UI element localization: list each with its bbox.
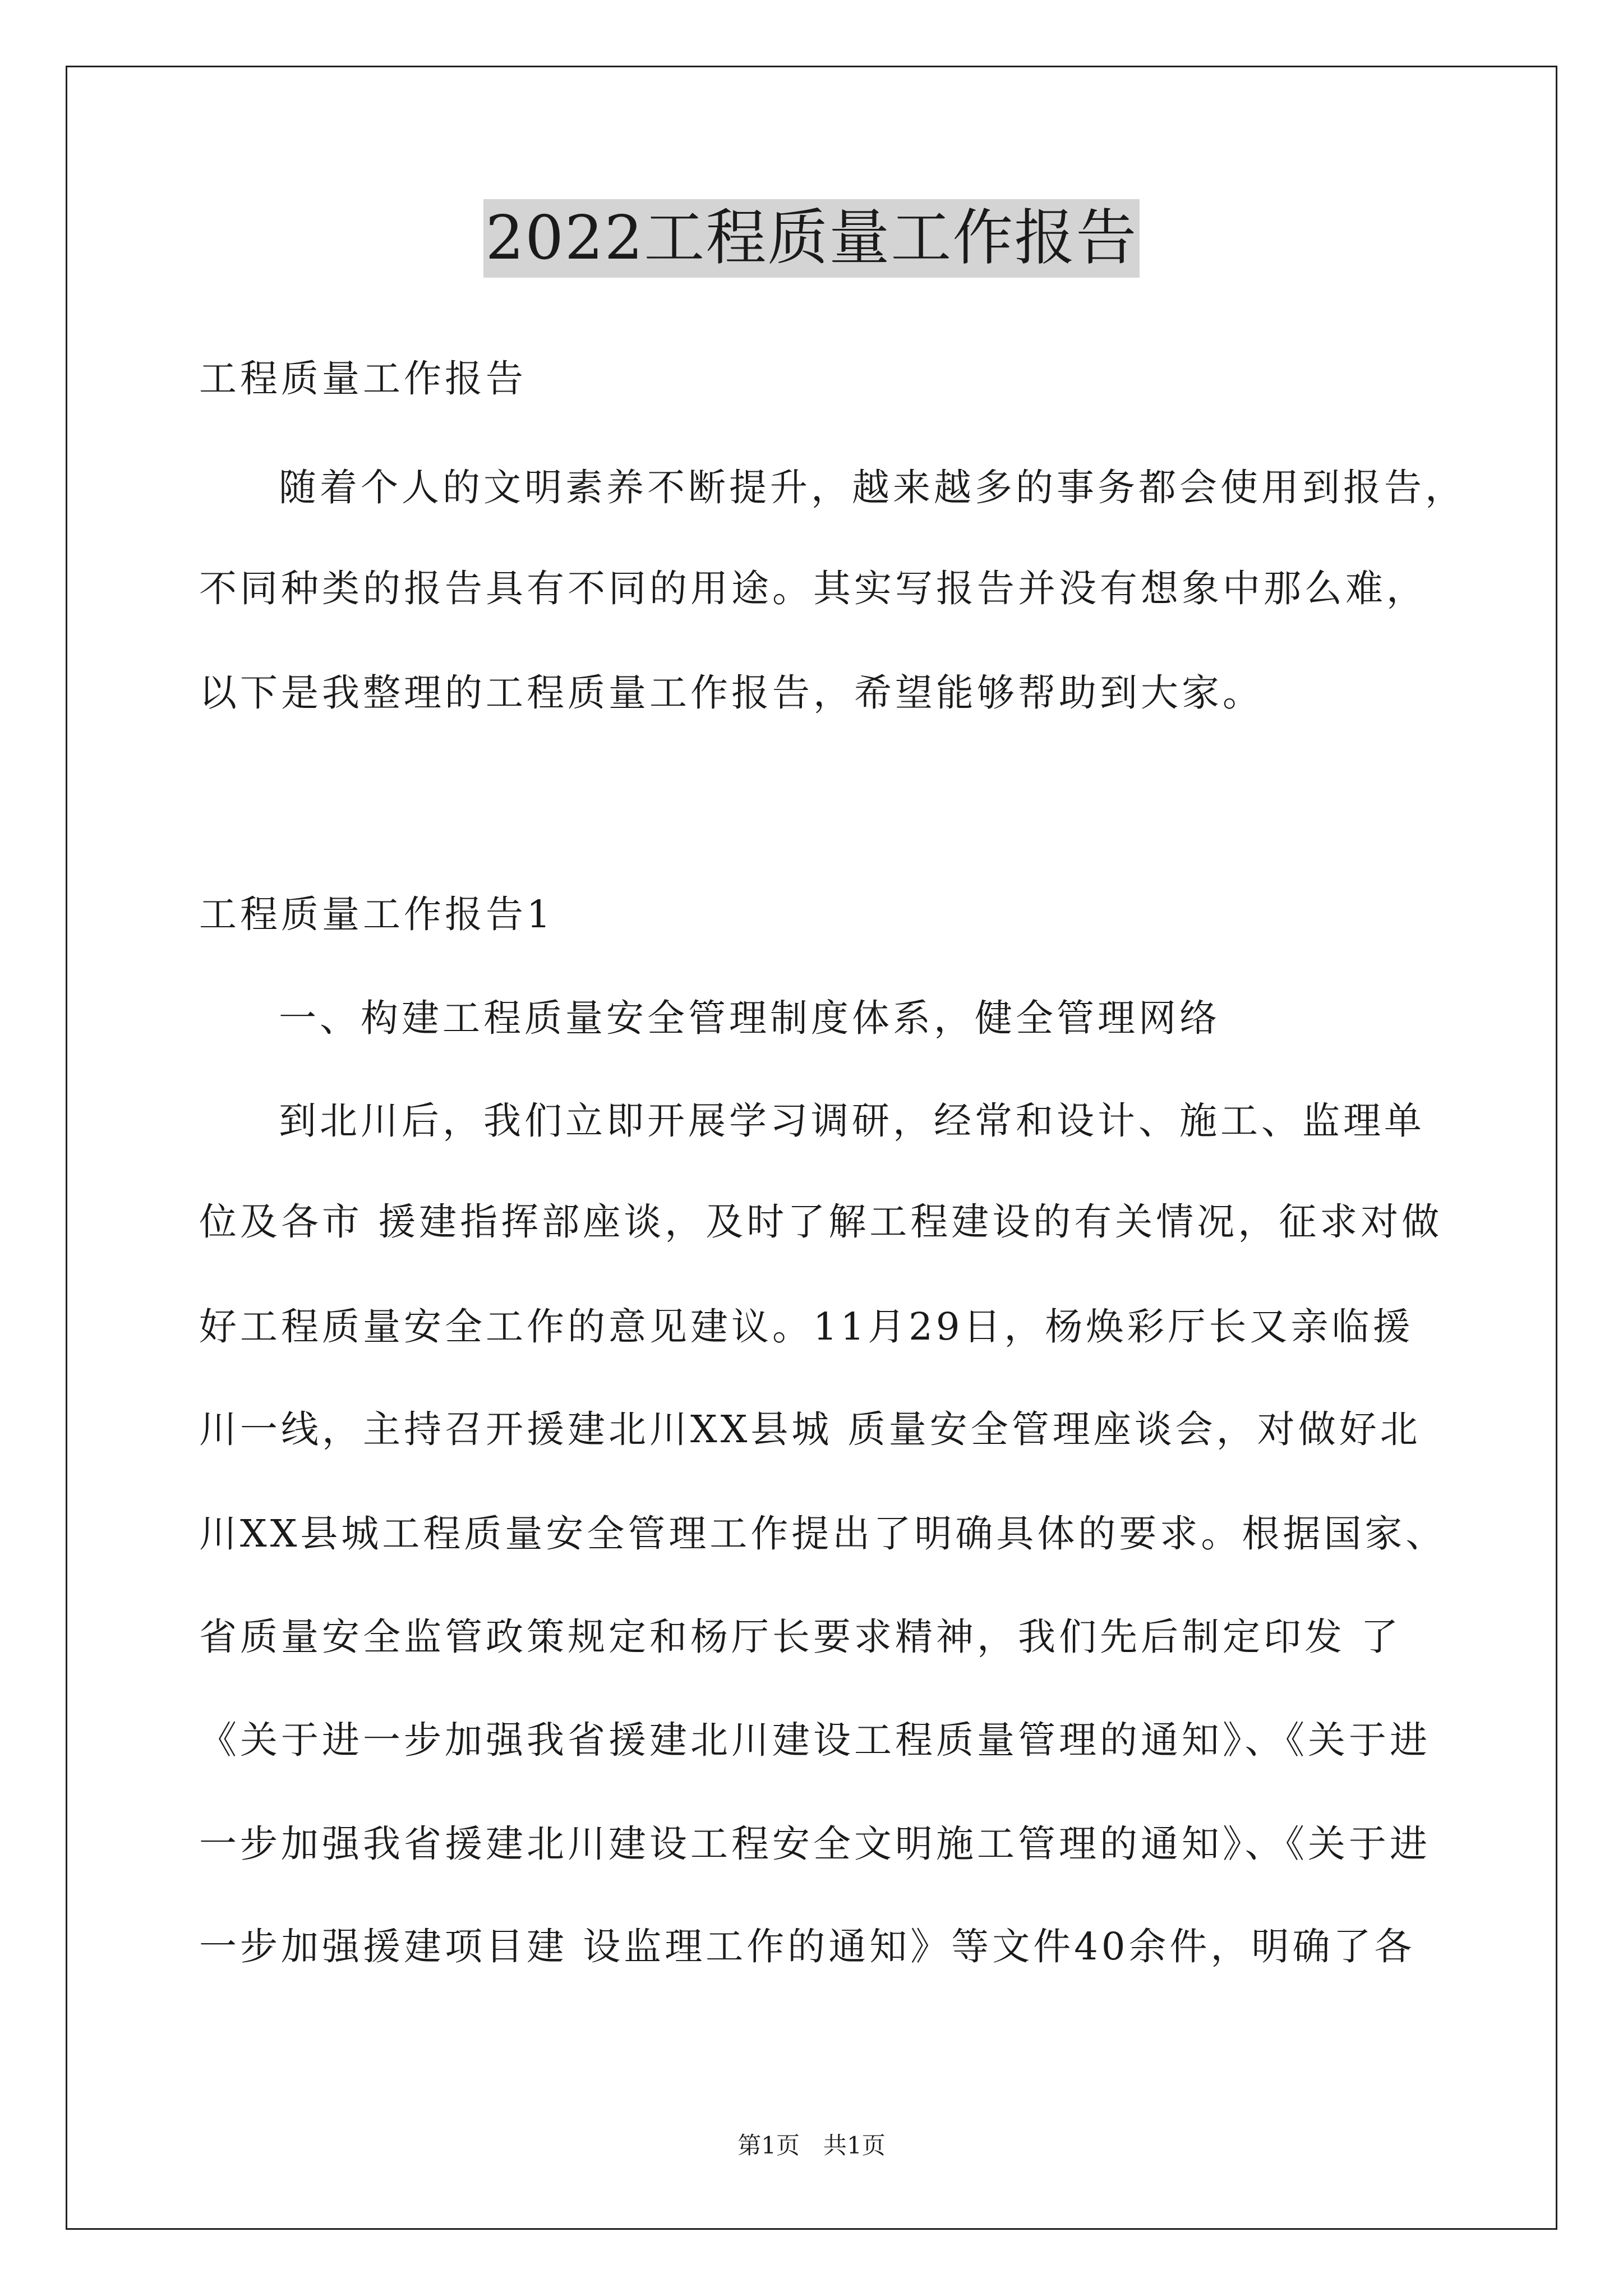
body-line: 川一线，主持召开援建北川XX县城 质量安全管理座谈会，对做好北 [199, 1407, 1421, 1451]
body-line: 川XX县城工程质量安全管理工作提出了明确具体的要求。根据国家、 [199, 1512, 1447, 1556]
title-container [0, 199, 1623, 278]
intro-line: 随着个人的文明素养不断提升，越来越多的事务都会使用到报告， [279, 466, 1466, 509]
document-heading: 工程质量工作报告 [199, 357, 527, 401]
page-footer: 第1页 共1页 [737, 2132, 886, 2159]
body-line: 一步加强援建项目建 设监理工作的通知》等文件40余件，明确了各 [199, 1925, 1415, 1968]
body-line: 好工程质量安全工作的意见建议。11月29日，杨焕彩厅长又亲临援 [199, 1305, 1414, 1349]
body-line: 一步加强我省援建北川建设工程安全文明施工管理的通知》、《关于进 [199, 1822, 1431, 1866]
body-line: 省质量安全监管政策规定和杨厅长要求精神，我们先后制定印发 了 [199, 1615, 1402, 1659]
body-line: 到北川后，我们立即开展学习调研，经常和设计、施工、监理单 [279, 1099, 1425, 1143]
body-line: 《关于进一步加强我省援建北川建设工程质量管理的通知》、《关于进 [199, 1718, 1431, 1762]
intro-line: 以下是我整理的工程质量工作报告，希望能够帮助到大家。 [199, 671, 1264, 715]
document-title: 2022工程质量工作报告 [483, 199, 1140, 278]
body-line: 位及各市 援建指挥部座谈，及时了解工程建设的有关情况，征求对做 [199, 1200, 1443, 1244]
intro-line: 不同种类的报告具有不同的用途。其实写报告并没有想象中那么难， [199, 567, 1427, 610]
subsection-title: 一、构建工程质量安全管理制度体系，健全管理网络 [279, 996, 1220, 1040]
section-title: 工程质量工作报告1 [199, 892, 554, 936]
